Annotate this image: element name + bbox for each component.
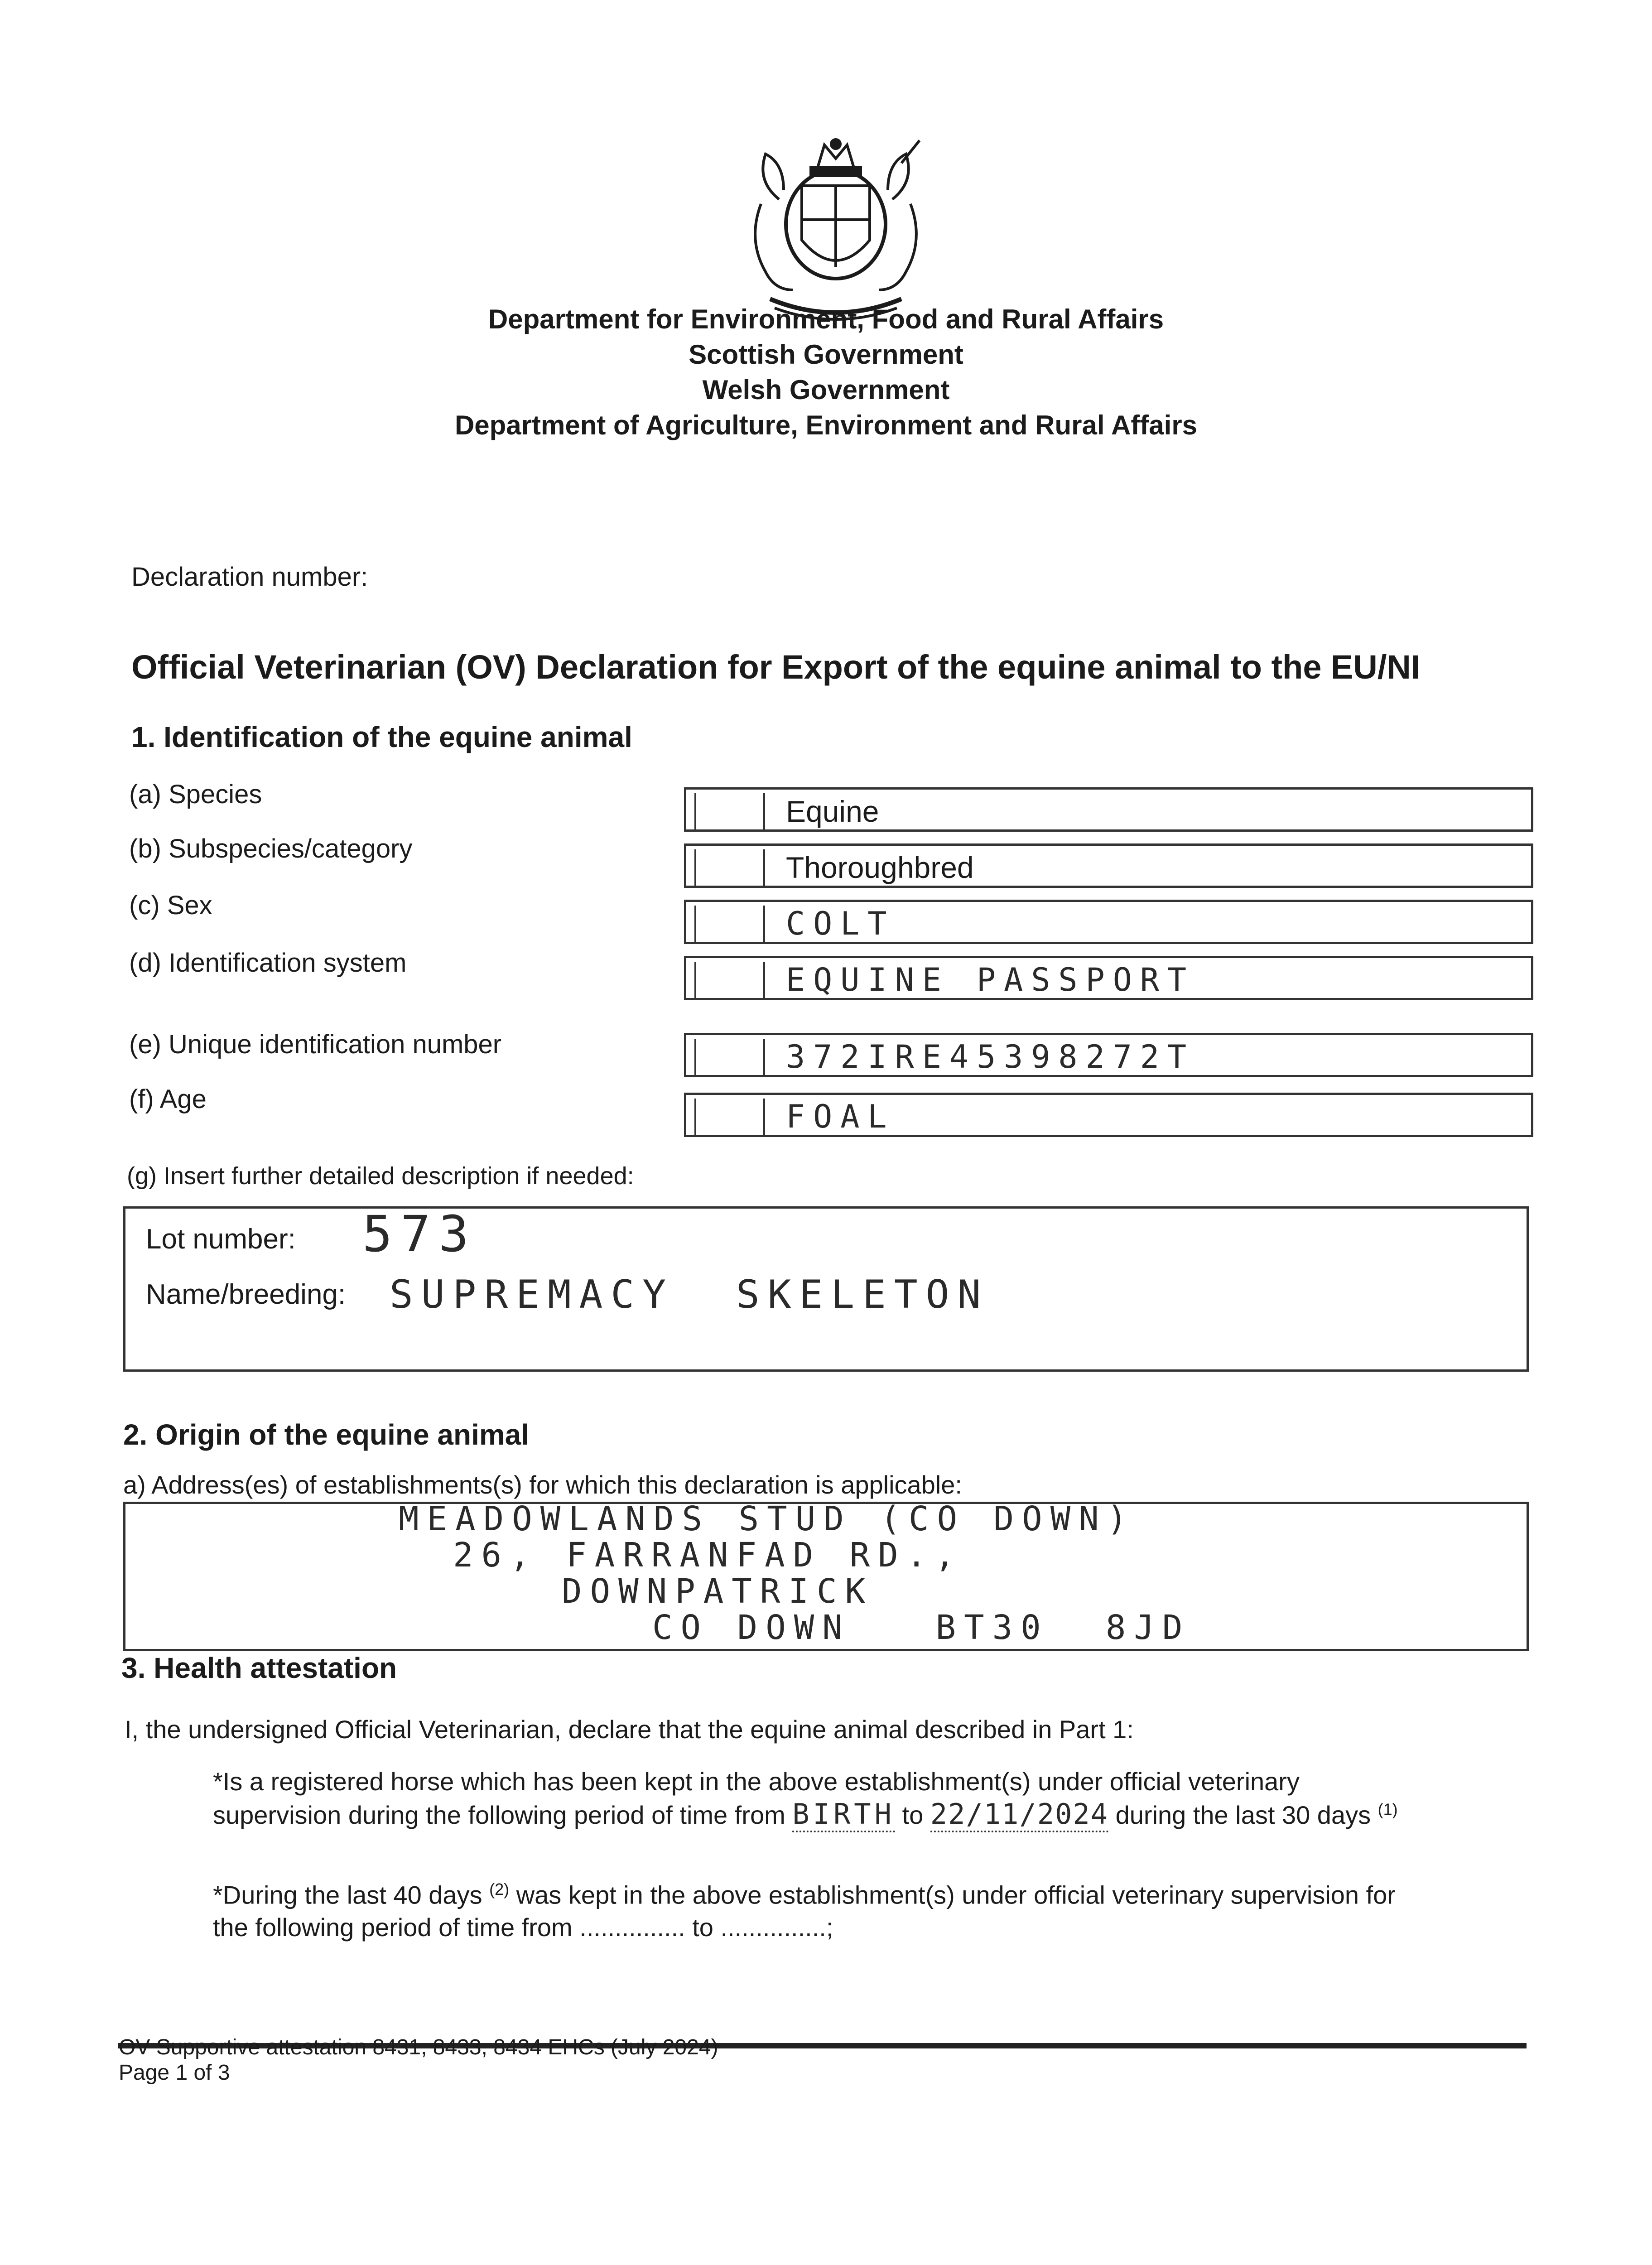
name-breeding-label: Name/breeding:: [146, 1279, 346, 1310]
attestation-para-2-text-b: was kept in the above establishment(s) under official veterinary supervision for: [516, 1880, 1396, 1909]
address-line-3: DOWNPATRICK: [562, 1572, 874, 1611]
address-label: a) Address(es) of establishments(s) for which this declaration is applicable:: [123, 1470, 962, 1499]
species-label: (a) Species: [129, 780, 262, 809]
name-breeding-value-2: SKELETON: [736, 1272, 989, 1317]
subspecies-field: [684, 843, 1533, 888]
age-field: [684, 1093, 1533, 1137]
department-scottish-government: Scottish Government: [689, 339, 963, 370]
field-divider: [763, 906, 765, 942]
attestation-to-word: to: [902, 1801, 924, 1829]
field-divider: [763, 1039, 765, 1075]
unique-id-value: 372IRE45398272T: [786, 1038, 1195, 1075]
field-divider: [763, 793, 765, 829]
identification-system-field: [684, 956, 1533, 1000]
identification-system-label: (d) Identification system: [129, 948, 407, 978]
lot-number-label: Lot number:: [146, 1224, 296, 1255]
attestation-para-1-text-b: during the last 30 days: [1115, 1801, 1371, 1829]
field-divider: [763, 849, 765, 886]
attestation-para-2-text-a: *During the last 40 days: [213, 1880, 482, 1909]
address-line-4: CO DOWN BT30 8JD: [652, 1608, 1191, 1647]
unique-id-label: (e) Unique identification number: [129, 1030, 502, 1059]
footer-page-number: Page 1 of 3: [119, 2061, 230, 2085]
attestation-para-1-line-2: [213, 1798, 1398, 1832]
age-value: FOAL: [786, 1098, 895, 1135]
attestation-from-value: BIRTH: [792, 1798, 895, 1832]
name-breeding-value-1: SUPREMACY: [390, 1272, 674, 1317]
field-divider: [694, 1099, 696, 1135]
sex-label: (c) Sex: [129, 891, 212, 920]
lot-number-value: 573: [362, 1205, 477, 1263]
section-1-heading: 1. Identification of the equine animal: [131, 721, 632, 753]
further-description-label: (g) Insert further detailed description if needed:: [127, 1162, 634, 1190]
section-2-heading: 2. Origin of the equine animal: [123, 1418, 530, 1451]
sex-field: [684, 900, 1533, 944]
department-welsh-government: Welsh Government: [702, 375, 950, 405]
address-line-2: 26, FARRANFAD RD.,: [453, 1536, 963, 1575]
attestation-para-2-line-2: the following period of time from ............... to ...............;: [213, 1913, 833, 1942]
attestation-to-value: 22/11/2024: [930, 1798, 1108, 1832]
royal-coat-of-arms-icon: [729, 136, 942, 326]
document-title: Official Veterinarian (OV) Declaration for Export of the equine animal to the EU/NI: [131, 648, 1421, 686]
age-label: (f) Age: [129, 1084, 207, 1114]
unique-id-field: [684, 1033, 1533, 1077]
section-3-heading: 3. Health attestation: [121, 1652, 397, 1684]
field-divider: [694, 849, 696, 886]
field-divider: [763, 1099, 765, 1135]
footnote-ref-2: (2): [489, 1880, 510, 1899]
subspecies-value: Thoroughbred: [786, 851, 974, 884]
sex-value: COLT: [786, 905, 895, 942]
declaration-number-label: Declaration number:: [131, 562, 368, 592]
attestation-intro: I, the undersigned Official Veterinarian, declare that the equine animal described in Part 1:: [125, 1715, 1134, 1744]
attestation-para-2-line-1: [213, 1880, 1396, 1910]
subspecies-label: (b) Subspecies/category: [129, 834, 413, 863]
field-divider: [694, 793, 696, 829]
footnote-ref-1: (1): [1377, 1800, 1398, 1819]
species-value: Equine: [786, 795, 879, 828]
department-defra: Department for Environment, Food and Rural Affairs: [488, 304, 1164, 334]
address-line-1: MEADOWLANDS STUD (CO DOWN): [399, 1499, 1136, 1538]
department-daera: Department of Agriculture, Environment and Rural Affairs: [454, 410, 1198, 440]
field-divider: [694, 906, 696, 942]
field-divider: [694, 1039, 696, 1075]
species-field: [684, 787, 1533, 832]
identification-system-value: EQUINE PASSPORT: [786, 961, 1195, 998]
field-divider: [763, 962, 765, 998]
attestation-para-1-text-a: supervision during the following period of time from: [213, 1801, 785, 1829]
attestation-para-1-line-1: *Is a registered horse which has been kept in the above establishment(s) under official veterinary: [213, 1767, 1300, 1796]
footer-form-reference: OV Supportive attestation 8431, 8433, 8434 EHCs (July 2024): [119, 2035, 718, 2059]
field-divider: [694, 962, 696, 998]
